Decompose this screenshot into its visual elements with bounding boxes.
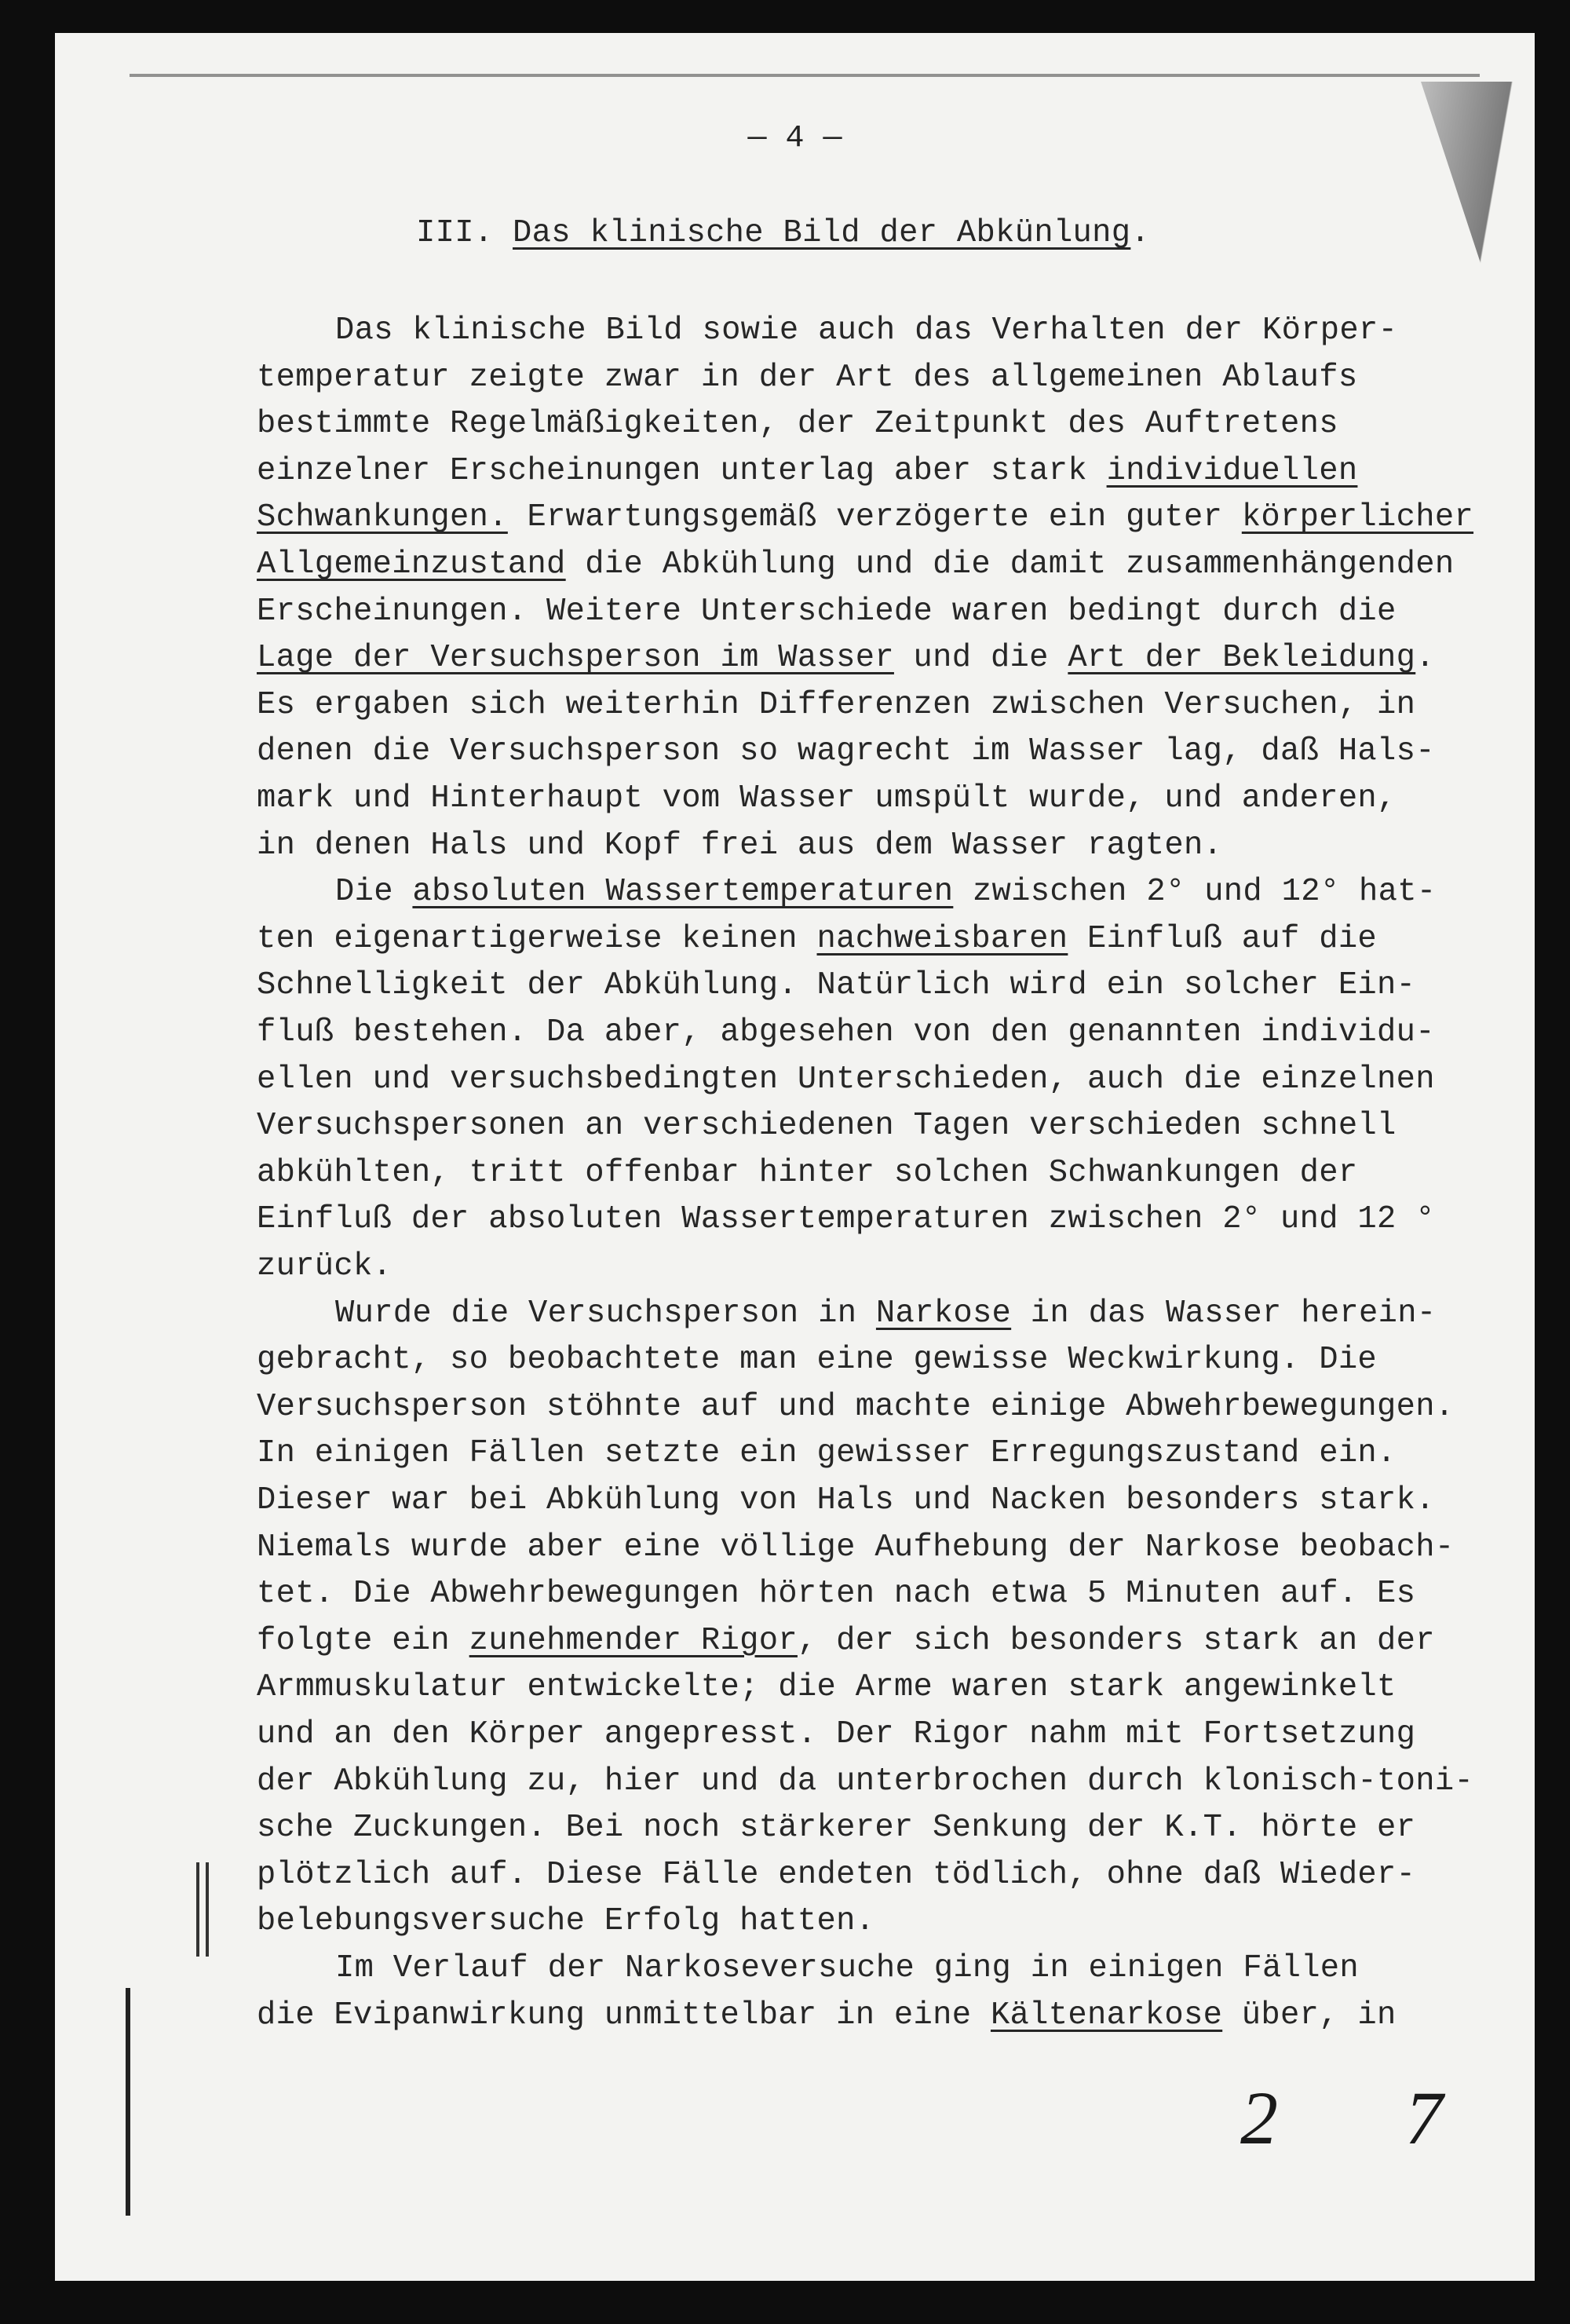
text-segment: Wurde die Versuchsperson in — [335, 1295, 876, 1332]
text-line — [257, 681, 1415, 729]
text-segment: Das klinische Bild sowie auch das Verhalten der Körper- — [335, 312, 1398, 349]
text-segment: Schnelligkeit der Abkühlung. Natürlich wird ein solcher Ein- — [257, 967, 1416, 1004]
text-line — [257, 1383, 1454, 1431]
text-segment: Einfluß der absoluten Wassertemperaturen zwischen 2° und 12 ° — [257, 1201, 1435, 1238]
text-segment: bestimmte Regelmäßigkeiten, der Zeitpunkt des Auftretens — [257, 406, 1338, 443]
text-line — [257, 1851, 1415, 1898]
handwritten-folio-digit: 7 — [1405, 2076, 1443, 2160]
text-segment: Erscheinungen. Weitere Unterschiede waren bedingt durch die — [257, 593, 1397, 630]
margin-pencil-mark — [206, 1862, 209, 1957]
page-number: — 4 — — [747, 121, 842, 156]
text-line — [257, 1009, 1435, 1056]
handwritten-folio-digit: 2 — [1240, 2076, 1278, 2160]
underlined-text: individuellen — [1106, 452, 1358, 489]
section-heading — [416, 210, 1150, 257]
text-line — [257, 915, 1377, 963]
text-line — [257, 1570, 1415, 1617]
margin-pencil-mark — [196, 1862, 199, 1957]
page-edge-line — [130, 74, 1480, 77]
text-segment: Es ergaben sich weiterhin Differenzen zwischen Versuchen, in — [257, 686, 1416, 723]
text-segment: in denen Hals und Kopf frei aus dem Wasser ragten. — [257, 827, 1223, 864]
text-segment: plötzlich auf. Diese Fälle endeten tödlich, ohne daß Wieder- — [257, 1856, 1416, 1893]
text-segment: In einigen Fällen setzte ein gewisser Erregungszustand ein. — [257, 1435, 1397, 1472]
text-segment: und an den Körper angepresst. Der Rigor nahm mit Fortsetzung — [257, 1716, 1416, 1752]
text-segment: und die — [893, 640, 1068, 677]
text-line — [257, 962, 1415, 1009]
text-segment: folgte ein — [257, 1622, 469, 1659]
margin-mark — [126, 1988, 130, 2216]
text-segment: abkühlten, tritt offenbar hinter solchen Schwankungen der — [257, 1154, 1358, 1191]
text-segment: temperatur zeigte zwar in der Art des allgemeinen Ablaufs — [257, 359, 1358, 396]
text-line — [257, 448, 1357, 495]
text-line — [257, 728, 1435, 775]
text-line — [257, 822, 1222, 869]
underlined-text: Allgemeinzustand — [257, 546, 566, 583]
text-segment: Armmuskulatur entwickelte; die Arme waren stark angewinkelt — [257, 1669, 1397, 1706]
text-segment: in das Wasser herein- — [1011, 1295, 1437, 1332]
text-segment: Dieser war bei Abkühlung von Hals und Nacken besonders stark. — [257, 1482, 1435, 1518]
text-segment: Einfluß auf die — [1068, 920, 1378, 957]
text-segment: einzelner Erscheinungen unterlag aber stark — [257, 452, 1107, 489]
text-segment: ellen und versuchsbedingten Unterschieden, auch die einzelnen — [257, 1061, 1435, 1098]
underlined-text: zunehmender Rigor — [469, 1622, 798, 1659]
underlined-text: körperlicher — [1241, 499, 1474, 536]
text-segment: zurück. — [257, 1248, 392, 1284]
text-segment: , der sich besonders stark an der — [797, 1622, 1435, 1659]
text-segment: Die — [335, 874, 413, 911]
text-line — [257, 1243, 392, 1290]
underlined-text: absoluten Wassertemperaturen — [412, 874, 954, 911]
text-line — [257, 1992, 1397, 2039]
text-segment: die Evipanwirkung unmittelbar in eine — [257, 1997, 991, 2034]
text-line — [257, 1804, 1415, 1851]
text-line — [257, 1524, 1454, 1571]
text-line — [257, 1196, 1435, 1243]
text-line — [257, 541, 1454, 588]
text-segment: tet. Die Abwehrbewegungen hörten nach etwa 5 Minuten auf. Es — [257, 1576, 1416, 1613]
text-line — [257, 1477, 1435, 1524]
text-line — [257, 1711, 1415, 1758]
text-segment: . — [1415, 640, 1435, 677]
text-line — [257, 1758, 1473, 1805]
text-segment: sche Zuckungen. Bei noch stärkerer Senkung der K.T. hörte er — [257, 1810, 1416, 1847]
text-line — [335, 1945, 1359, 1992]
text-line — [257, 1149, 1357, 1197]
text-segment: . — [1130, 215, 1150, 251]
text-line — [335, 868, 1436, 915]
text-line — [257, 1336, 1377, 1383]
text-segment: fluß bestehen. Da aber, abgesehen von den genannten individu- — [257, 1014, 1435, 1051]
document-page — [55, 33, 1535, 2281]
text-segment: Im Verlauf der Narkoseversuche ging in einigen Fällen — [335, 1950, 1360, 1986]
text-segment: III. — [416, 215, 513, 251]
text-segment: Niemals wurde aber eine völlige Aufhebung der Narkose beobach- — [257, 1529, 1455, 1566]
text-segment: über, in — [1222, 1997, 1397, 2034]
text-line — [257, 1898, 874, 1945]
text-segment: gebracht, so beobachtete man eine gewisse Weckwirkung. Die — [257, 1342, 1378, 1379]
text-line — [257, 1430, 1397, 1477]
text-line — [257, 634, 1435, 681]
underlined-text: Lage der Versuchsperson im Wasser — [257, 640, 894, 677]
text-line — [257, 1617, 1435, 1664]
underlined-text: Narkose — [875, 1295, 1012, 1332]
text-line — [257, 775, 1397, 822]
text-segment: der Abkühlung zu, hier und da unterbrochen durch klonisch-toni- — [257, 1763, 1474, 1800]
text-line — [257, 588, 1397, 635]
text-segment: die Abkühlung und die damit zusammenhängenden — [565, 546, 1455, 583]
underlined-text: Das klinische Bild der Abkünlung — [513, 215, 1131, 251]
text-line — [257, 400, 1338, 448]
text-line — [335, 1290, 1436, 1337]
text-segment: Versuchsperson stöhnte auf und machte einige Abwehrbewegungen. — [257, 1388, 1455, 1425]
underlined-text: Art der Bekleidung — [1068, 640, 1416, 677]
text-segment: Versuchspersonen an verschiedenen Tagen verschieden schnell — [257, 1108, 1397, 1145]
text-segment: ten eigenartigerweise keinen — [257, 920, 817, 957]
text-segment: mark und Hinterhaupt vom Wasser umspült wurde, und anderen, — [257, 780, 1397, 817]
text-line — [257, 494, 1473, 541]
underlined-text: Schwankungen. — [257, 499, 508, 536]
text-line — [257, 1056, 1435, 1103]
text-segment: denen die Versuchsperson so wagrecht im Wasser lag, daß Hals- — [257, 733, 1435, 770]
text-line — [335, 307, 1397, 354]
text-line — [257, 1102, 1397, 1149]
underlined-text: Kältenarkose — [990, 1997, 1223, 2034]
text-line — [257, 354, 1357, 401]
text-segment: belebungsversuche Erfolg hatten. — [257, 1903, 875, 1940]
text-segment: zwischen 2° und 12° hat- — [953, 874, 1437, 911]
text-segment: Erwartungsgemäß verzögerte ein guter — [507, 499, 1242, 536]
text-line — [257, 1664, 1397, 1711]
underlined-text: nachweisbaren — [816, 920, 1068, 957]
